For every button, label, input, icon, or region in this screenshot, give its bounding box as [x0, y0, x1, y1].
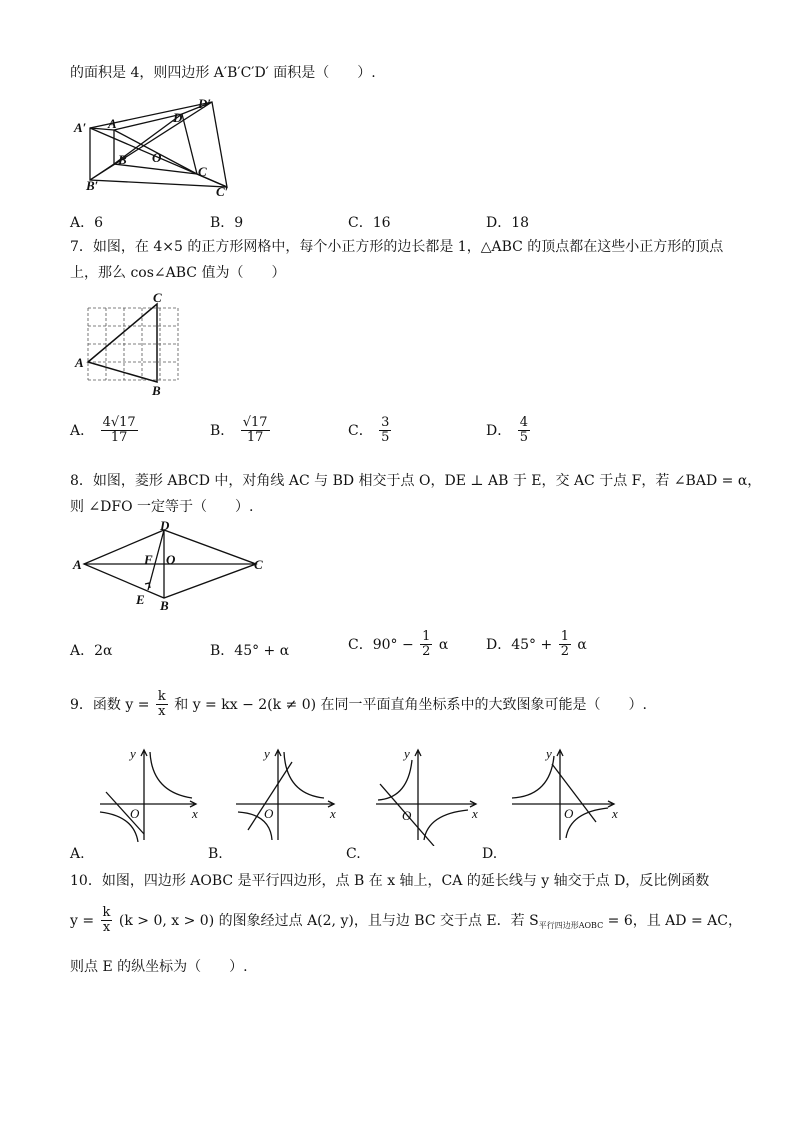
- q9-option-b[interactable]: B.: [208, 846, 223, 862]
- y-axis-label: y: [546, 746, 552, 761]
- denominator: 17: [110, 430, 128, 446]
- q9-graph-a: [92, 742, 212, 842]
- label-b-prime: B′: [86, 178, 99, 193]
- y-axis-label: y: [130, 746, 136, 761]
- option-letter: A．: [70, 422, 95, 439]
- q7-option-d[interactable]: [486, 416, 532, 446]
- label-o: O: [152, 150, 162, 165]
- y-axis-label: y: [404, 746, 410, 761]
- q6-option-b[interactable]: B．9: [210, 215, 244, 231]
- subscript: 平行四边形AOBC: [538, 920, 604, 930]
- label-c: C: [153, 290, 162, 305]
- option-letter: B．: [210, 422, 235, 439]
- denominator: 5: [381, 430, 390, 446]
- q9-option-c[interactable]: C.: [346, 846, 361, 862]
- option-text: C．90° −: [348, 636, 414, 653]
- option-letter: D．: [486, 422, 512, 439]
- label-b: B: [160, 598, 169, 613]
- origin-label: O: [130, 806, 140, 821]
- q8-option-d[interactable]: [486, 630, 587, 660]
- q6-option-a[interactable]: A．6: [70, 215, 104, 231]
- option-text: D．45° +: [486, 636, 553, 653]
- option-text: α: [438, 636, 449, 653]
- label-o: O: [166, 552, 176, 567]
- numerator: k: [102, 905, 111, 920]
- x-axis-label: x: [330, 806, 336, 821]
- q8-rhombus-figure: [70, 518, 280, 618]
- q9-option-d[interactable]: D.: [482, 846, 498, 862]
- q7-grid-figure: [70, 290, 185, 400]
- label-a: A: [75, 355, 84, 370]
- option-text: α: [577, 636, 587, 653]
- fraction: [379, 416, 391, 446]
- numerator: k: [157, 689, 166, 704]
- denominator: 2: [422, 644, 431, 660]
- q10-text-line3: 则点 E 的纵坐标为（ ）.: [70, 959, 248, 975]
- q7-option-b[interactable]: [210, 416, 272, 446]
- q10-text-mid: (k > 0, x > 0) 的图象经过点 A(2, y)，且与边 BC 交于点 E．若 S: [118, 912, 539, 929]
- denominator: 5: [519, 430, 528, 446]
- q7-text-line2: 上，那么 cos∠ABC 值为（ ）: [70, 265, 286, 281]
- label-c: C: [198, 164, 207, 179]
- origin-label: O: [264, 806, 274, 821]
- q9-text-pre: 9．函数 y =: [70, 696, 150, 713]
- q10-text-line2: [70, 906, 742, 936]
- y-axis-label: y: [264, 746, 270, 761]
- q8-text-line1: 8．如图，菱形 ABCD 中，对角线 AC 与 BD 相交于点 O，DE ⊥ AB 于 E，交 AC 于点 F，若 ∠BAD = α，: [70, 473, 762, 489]
- x-axis-label: x: [472, 806, 478, 821]
- q6-figure: [70, 92, 240, 202]
- label-d: D: [173, 110, 183, 125]
- label-e: E: [136, 592, 145, 607]
- label-b: B: [152, 383, 161, 398]
- fraction: [101, 416, 138, 446]
- q7-option-a[interactable]: [70, 416, 140, 446]
- denominator: 17: [246, 430, 264, 446]
- numerator: √17: [242, 415, 268, 430]
- denominator: 2: [560, 644, 569, 660]
- numerator: 4: [519, 415, 528, 430]
- option-letter: C．: [348, 422, 373, 439]
- q8-text-line2: 则 ∠DFO 一定等于（ ）.: [70, 499, 254, 515]
- numerator: 4√17: [102, 415, 136, 430]
- q9-graph-b: [232, 742, 352, 842]
- label-b: B: [118, 152, 127, 167]
- q9-text-mid: 和 y = kx − 2(k ≠ 0) 在同一平面直角坐标系中的大致图象可能是（ ）.: [174, 696, 648, 713]
- fraction: [101, 906, 113, 936]
- q10-text-line1: 10．如图，四边形 AOBC 是平行四边形，点 B 在 x 轴上，CA 的延长线与 y 轴交于点 D，反比例函数: [70, 873, 710, 889]
- fraction: [156, 690, 168, 720]
- q7-option-c[interactable]: [348, 416, 393, 446]
- origin-label: O: [402, 808, 412, 823]
- label-f: F: [144, 552, 153, 567]
- label-a: A: [73, 557, 82, 572]
- label-c-prime: C′: [216, 184, 229, 199]
- q6-option-c[interactable]: C．16: [348, 215, 391, 231]
- q8-option-a[interactable]: A．2α: [70, 643, 113, 659]
- x-axis-label: x: [192, 806, 198, 821]
- label-c: C: [254, 557, 263, 572]
- label-a: A: [108, 116, 117, 131]
- q7-text-line1: 7．如图，在 4×5 的正方形网格中，每个小正方形的边长都是 1，△ABC 的顶点都在这些小正方形的顶点: [70, 239, 724, 255]
- numerator: 3: [381, 415, 390, 430]
- q9-text: [70, 690, 647, 720]
- q9-graph-d: [508, 742, 628, 842]
- fraction: [420, 630, 432, 660]
- q9-option-a[interactable]: A.: [70, 846, 85, 862]
- numerator: 1: [560, 629, 569, 644]
- fraction: [559, 630, 571, 660]
- q8-option-b[interactable]: B．45° + α: [210, 643, 290, 659]
- label-a-prime: A′: [74, 120, 87, 135]
- denominator: x: [158, 704, 166, 720]
- origin-label: O: [564, 806, 574, 821]
- fraction: [518, 416, 530, 446]
- q9-graph-c: [372, 742, 492, 846]
- numerator: 1: [422, 629, 431, 644]
- q6-option-d[interactable]: D．18: [486, 215, 530, 231]
- q6-text: 的面积是 4，则四边形 A′B′C′D′ 面积是（ ）.: [70, 65, 376, 81]
- q10-text-post: = 6，且 AD = AC，: [603, 912, 742, 929]
- fraction: [241, 416, 270, 446]
- label-d-prime: D′: [198, 96, 212, 111]
- q10-text-pre: y =: [70, 912, 95, 929]
- q8-option-c[interactable]: [348, 630, 448, 660]
- denominator: x: [102, 920, 111, 936]
- x-axis-label: x: [612, 806, 618, 821]
- label-d: D: [160, 518, 170, 533]
